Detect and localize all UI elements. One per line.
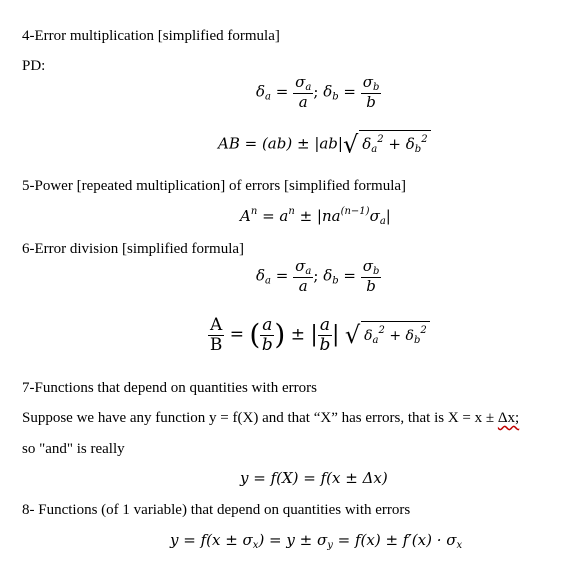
pd-label: PD: [22, 58, 46, 74]
paragraph-suppose-function: Suppose we have any function y = f(X) and that “X” has errors, that is X = x ± Δx; [22, 410, 520, 426]
formula-relative-errors-1: $\delta_a$ = $\frac{\sigma_a}{a}$ ; $\delta_b$ = $\frac{\sigma_b}{b}$ [256, 73, 380, 111]
heading-functions-errors: 7-Functions that depend on quantities with errors [22, 380, 317, 396]
heading-power-errors: 5-Power [repeated multiplication] of errors [simplified formula] [22, 178, 407, 194]
formula-quotient-error: $\frac{A}{B}$ = ( $\frac{a}{b}$ ) ± | $\frac{a}{b}$ | √ $\delta_a^2 + \delta_b^2$ [208, 316, 430, 354]
heading-functions-one-variable: 8- Functions (of 1 variable) that depend on quantities with errors [22, 502, 411, 518]
formula-power-error: $A^n = a^n \pm |na^{(n-1)}\sigma_a|$ [240, 206, 391, 227]
formula-propagation-one-variable: $y = f(x \pm \sigma_x) = y \pm \sigma_y = f(x) \pm f'(x) \cdot \sigma_x$ [170, 531, 463, 551]
heading-error-division: 6-Error division [simplified formula] [22, 241, 245, 257]
heading-error-multiplication: 4-Error multiplication [simplified formula] [22, 28, 280, 44]
delta-x-text: Δx; [497, 410, 520, 426]
formula-product-error: AB = (ab) ± |ab|√ $\delta_a^2 + \delta_b^2$ [218, 130, 431, 159]
formula-relative-errors-2: $\delta_a$ = $\frac{\sigma_a}{a}$ ; $\delta_b$ = $\frac{\sigma_b}{b}$ [256, 257, 380, 295]
formula-function-of-x: y = f(X) = f(x ± Δx) [240, 469, 388, 487]
paragraph-and-is-really: so "and" is really [22, 441, 125, 457]
